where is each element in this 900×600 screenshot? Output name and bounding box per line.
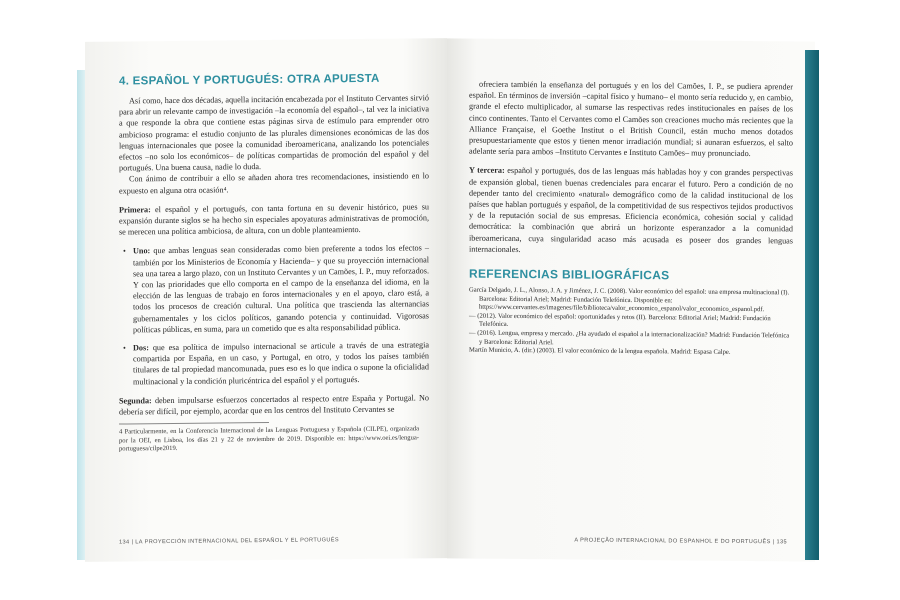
reference-item: — (2016). Lengua, empresa y mercado. ¿Ha ayudado el español a la internacionalización? Madrid: Fundación Telefónica y Barcelona: Editorial Ariel. xyxy=(469,329,790,346)
bullet2-text: que esa política de impulso internacional se articule a través de una estrategia compartida por España, en un caso, y Portugal, en otro, y todos los países también titulares de tal propiedad mancomunada, pues eso es lo que indica o supone la oficialidad multinacional y la condición pluricéntrica del español y el portugués. xyxy=(133,340,429,387)
references-title: REFERENCIAS BIBLIOGRÁFICAS xyxy=(469,266,670,283)
reference-item: García Delgado, J. L., Alonso, J. A. y Jiménez, J. C. (2008). Valor económico del español: una empresa multinacional (I). Barcelona: Editorial Ariel; Madrid: Fundación Telefónica. Disponible en: https://www.cervantes.es/imagenes/file/biblioteca/valor_economico_espanol/valor_economico_espanol.pdf. xyxy=(469,286,790,314)
references-list xyxy=(469,287,793,359)
bullet2-lead: Dos: xyxy=(133,343,149,353)
third-recommendation xyxy=(469,165,793,257)
list-item-uno xyxy=(133,243,429,336)
second-text: deben impulsarse esfuerzos concertados al respecto entre España y Portugal. No debería ser difícil, por ejemplo, acordar que en los centros del Instituto Cervantes se xyxy=(119,393,429,417)
footnote: 4 Particularmente, en la Conferencia Internacional de las Lenguas Portuguesa y Española (CILPE), organizada por la OEI, en Lisboa, los días 21 y 22 de noviembre de 2019. Disponible en: https://www.oei.es/lengua-portuguesa/cilpe2019. xyxy=(119,425,419,453)
bullet1-lead: Uno: xyxy=(133,246,151,256)
reference-item: Martín Municio, A. (dir.) (2003). El valor económico de la lengua española. Madrid: Espasa Calpe. xyxy=(469,346,731,357)
first-lead: Primera: xyxy=(119,205,151,215)
continuation-paragraph: ofreciera también la enseñanza del portugués y en los del Camões, I. P., se pudiera aprender español. En términos de inversión –capital físico y humano– el monto sería reducido y, en cambio, grande el efecto multiplicador, al sumarse las respectivas redes institucionales en países de los cinco continentes. Tanto el Cervantes como el Camões son creaciones mucho más recientes que la Alliance Française, el Goethe Institut o el British Council, están mucho menos dotados presupuestariamente que estos y tienen menor irradiación mundial; si aunaran esfuerzos, el salto adelante sería para ambos –Instituto Cervantes e Instituto Camões– muy pronunciado. xyxy=(469,79,793,159)
second-recommendation xyxy=(119,392,429,418)
first-text: el español y el portugués, con tanta fortuna en su devenir histórico, pues su expansión durante siglos se ha hecho sin especiales apoyaturas administrativas de promoción, se merecen una política ambiciosa, de altura, con un doble planteamiento. xyxy=(119,202,429,237)
book-spread xyxy=(85,40,820,560)
intro-paragraph-1: Así como, hace dos décadas, aquella incitación encabezada por el Instituto Cervantes sirvió para abrir un relevante campo de investigación –la economía del español–, tal vez la iniciativa a que responde la obra que contiene estas páginas sirva de estímulo para emprender otro ambicioso programa: el estudio conjunto de las plurales dimensiones económicas de las dos lenguas internacionales que posee la comunidad iberoamericana, analizando los potenciales efectos –no solo los económicos– de políticas compartidas de promoción del español y del portugués. Una buena causa, nadie lo duda. xyxy=(119,93,429,173)
left-page xyxy=(85,38,447,562)
book-cover-edge-right xyxy=(805,50,819,560)
intro-paragraph-2: Con ánimo de contribuir a ello se añaden ahora tres recomendaciones, insistiendo en lo expuesto en alguna otra ocasión⁴. xyxy=(119,171,429,196)
right-page xyxy=(447,38,815,561)
left-folio: 134 | LA PROYECCIÓN INTERNACIONAL DEL ESPAÑOL Y EL PORTUGUÉS xyxy=(119,537,340,546)
third-text: español y portugués, dos de las lenguas más habladas hoy y con grandes perspectivas de expansión global, tienen buenas credenciales para encarar el futuro. Pero a condición de no depender tanto del crecimiento «natural» demográfico como de la calidad institucional de los países que hablan portugués y español, de la competitividad de sus respectivos tejidos productivos y de la reputación social de sus empresas. Eficiencia económica, cohesión social y calidad democrática: la combinación que abrirá un horizonte esperanzador a la comunidad iberoamericana, cuya singularidad acaso más acusada es poseer dos grandes lenguas internacionales. xyxy=(469,166,793,254)
right-folio: A PROJEÇÃO INTERNACIONAL DO ESPANHOL E DO PORTUGUÊS | 135 xyxy=(574,537,787,546)
bullet1-text: que ambas lenguas sean consideradas como bien preferente a todos los efectos –también por los Ministerios de Economía y Hacienda– y que su proyección internacional sea una tarea a largo plazo, con un Instituto Cervantes y un Camões, I. P., muy reforzados. Y con las prioridades que ello comporta en el campo de la enseñanza del idioma, en la elección de las lenguas de trabajo en foros internacionales y en el apoyo, claro está, a todos los procesos de creación cultural. Una política que trascienda las alternancias gubernamentales y los ciclos políticos, ganando potencia y continuidad. Vigorosas políticas públicas, en suma, para un cometido que es alta responsabilidad pública. xyxy=(133,243,429,335)
first-recommendation xyxy=(119,201,429,238)
second-lead: Segunda: xyxy=(119,396,152,406)
recommendation-list xyxy=(119,243,429,388)
section-title: 4. ESPAÑOL Y PORTUGUÉS: OTRA APUESTA xyxy=(119,72,380,88)
reference-item: — (2012). Valor económico del español: oportunidades y retos (II). Barcelona: Editorial Ariel; Madrid: Fundación Telefónica. xyxy=(469,312,771,329)
third-lead: Y tercera: xyxy=(469,166,505,176)
list-item-dos xyxy=(133,339,429,387)
